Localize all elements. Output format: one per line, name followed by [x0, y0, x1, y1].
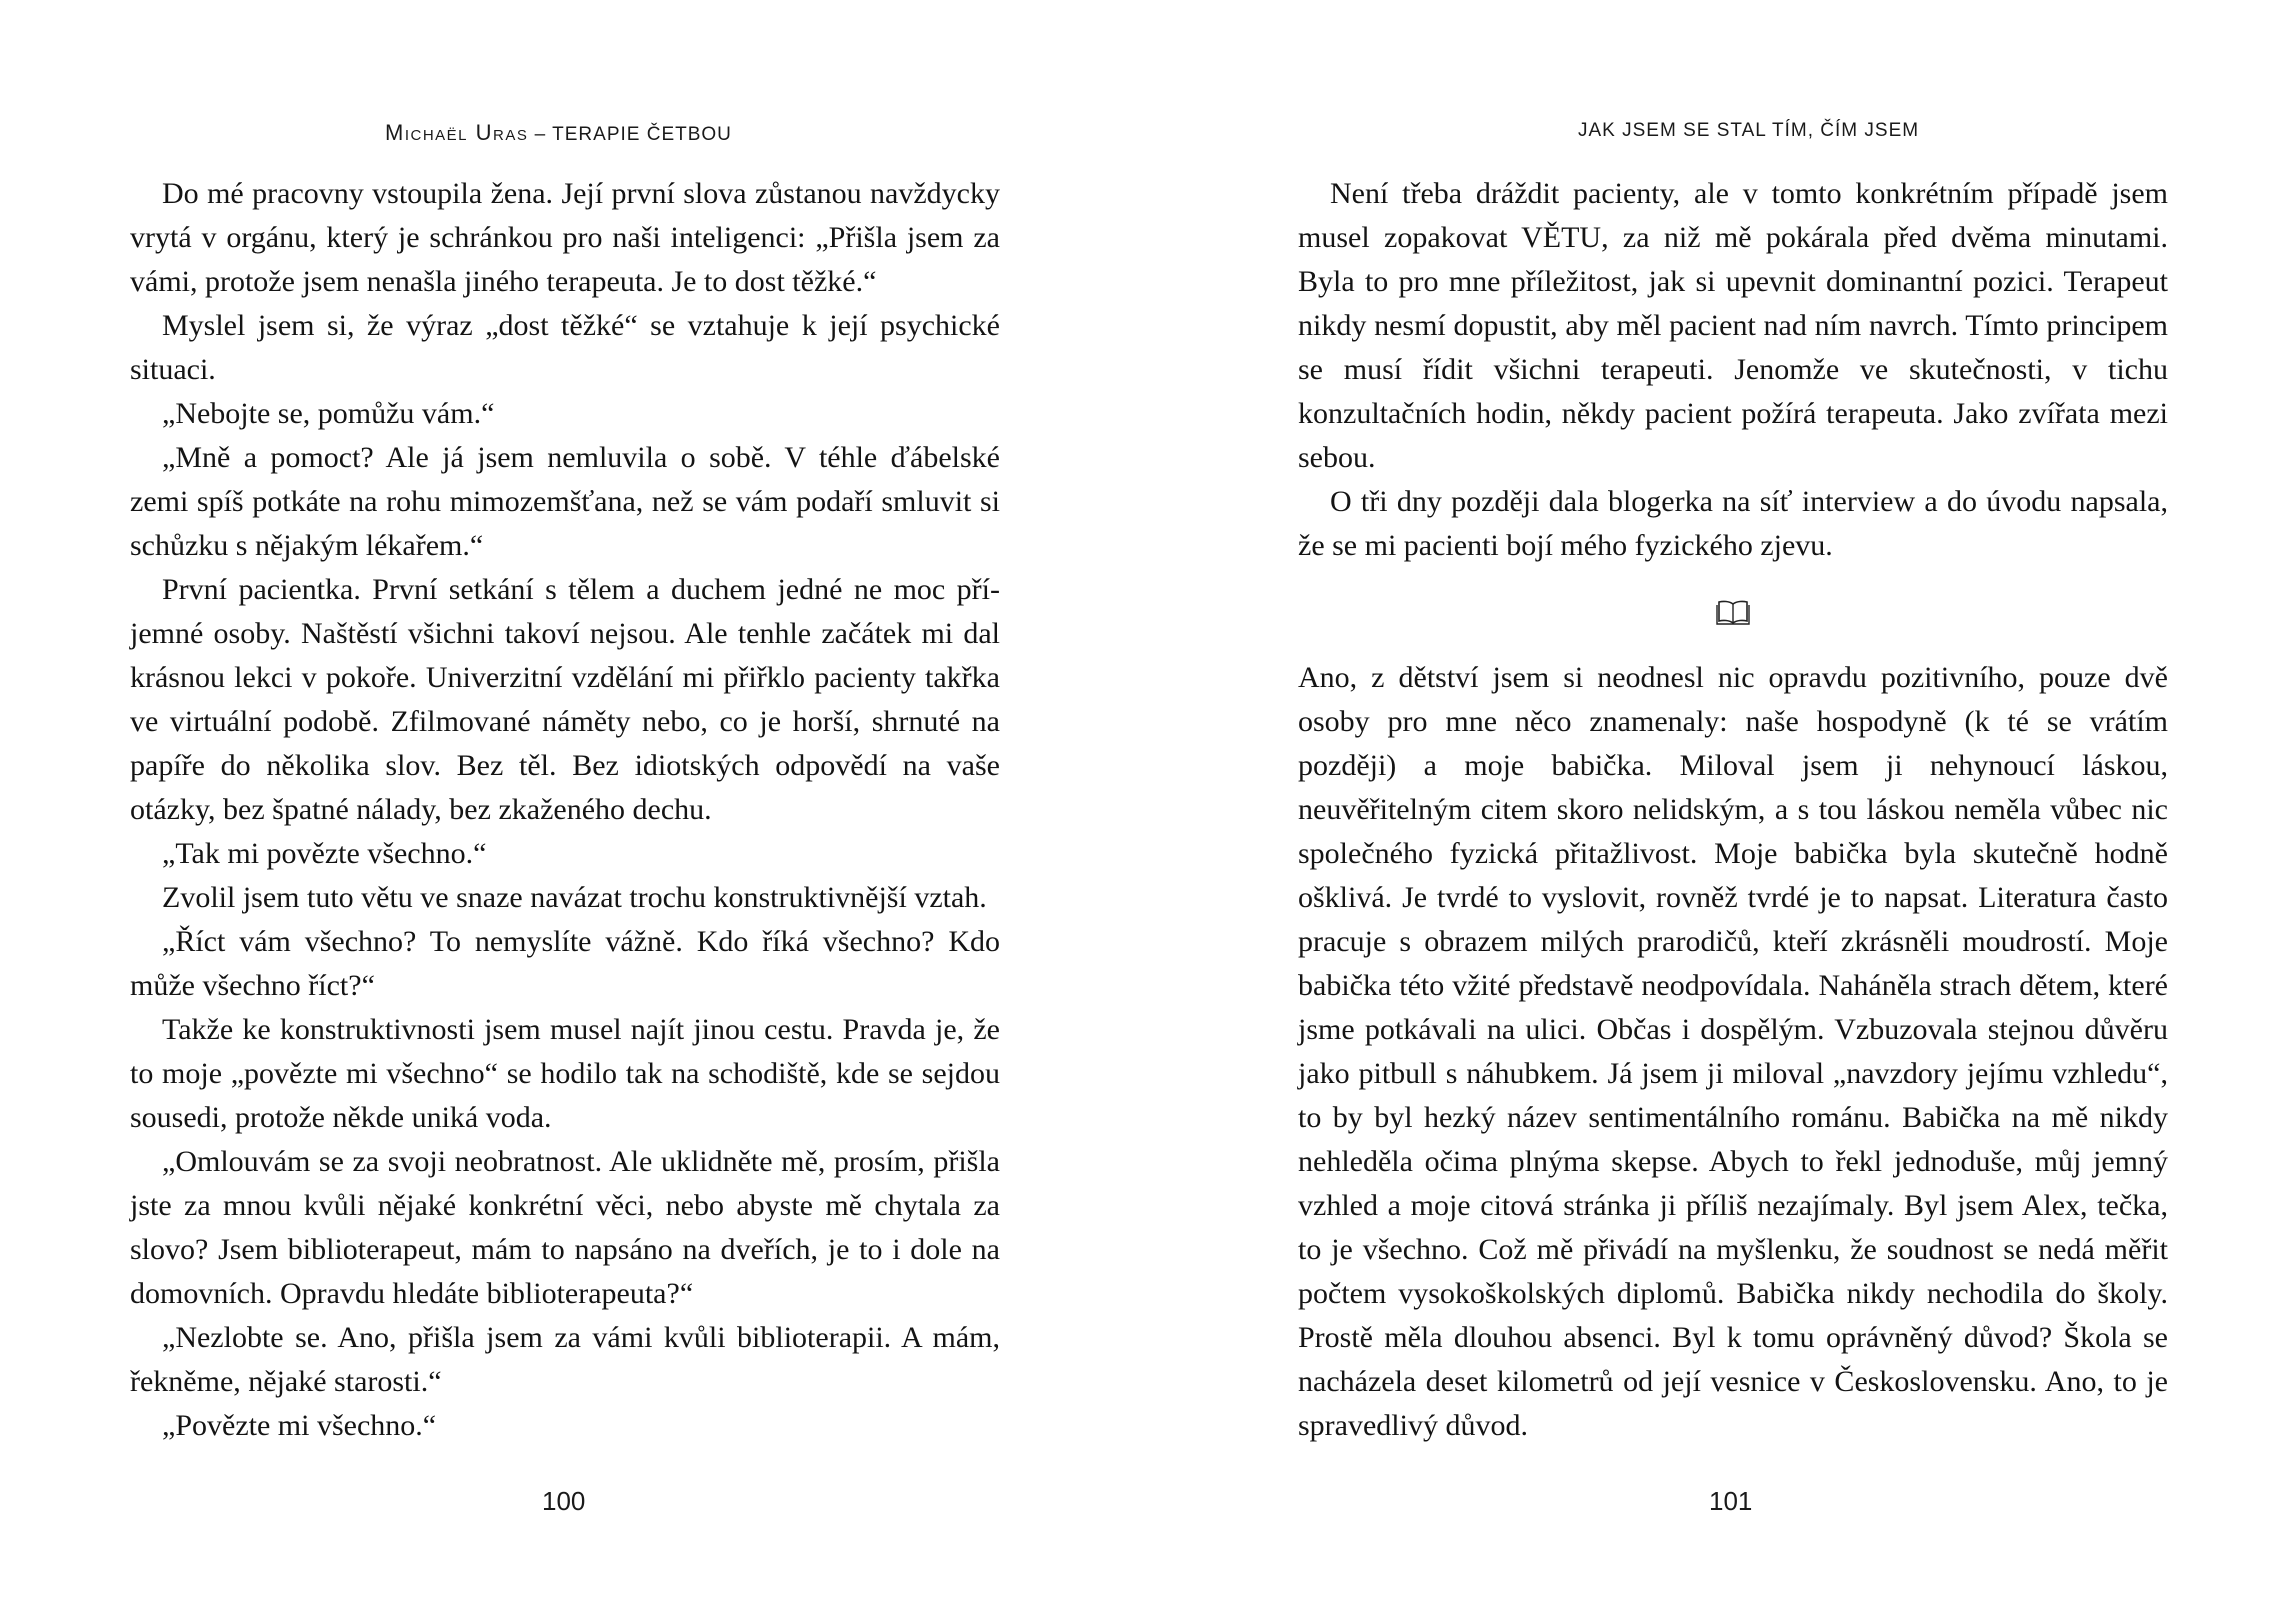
running-head-author: Michaël Uras	[385, 120, 529, 145]
open-book-icon	[1716, 599, 1750, 625]
running-head-separator: –	[528, 124, 553, 145]
paragraph: „Mně a pomoct? Ale já jsem nemluvila o sobě. V téhle ďábelské zemi spíš potkáte na rohu mimozemšťana, než se vám podaří smluvit si schůzku s nějakým lékařem.“	[130, 441, 1000, 562]
paragraph: Není třeba dráždit pacienty, ale v tomto konkrétním případě jsem musel zopakovat VĚTU, za niž mě pokárala před dvěma minutami. Byla to pro mne příležitost, jak si upevnit dominantní pozici. Terapeut nikdy nesmí dopustit, aby měl pacient nad ním navrch. Tímto principem se musí řídit všichni terapeuti. Jenomže ve skutečnosti, v tichu konzultačních hodin, někdy pacient požírá terapeuta. Jako zvířata mezi sebou.	[1298, 177, 2168, 474]
running-head-book-title: TERAPIE ČETBOU	[552, 124, 732, 145]
paragraph: „Povězte mi všechno.“	[162, 1409, 437, 1442]
running-head-right: JAK JSEM SE STAL TÍM, ČÍM JSEM	[1578, 120, 1920, 141]
section-break	[1298, 568, 2168, 656]
paragraph: „Říct vám všechno? To nemyslíte vážně. Kdo říká všechno? Kdo může všechno říct?“	[130, 925, 1000, 1002]
paragraph: Ano, z dětství jsem si neodnesl nic opravdu pozitivního, pouze dvě osoby pro mne něco znamenaly: naše hospodyně (k té se vrátím později) a moje babička. Miloval jsem ji nehynoucí láskou, neuvěřitelným citem skoro nelidským, a s tou láskou neměla vůbec nic společného fyzická přitažlivost. Moje babička byla skutečně hodně ošklivá. Je tvrdé to vyslovit, rovněž tvrdé je to napsat. Literatura často pracuje s obrazem milých prarodičů, kteří zkrásněli moudrostí. Moje babička této vžité představě neodpovídala. Naháněla strach dětem, které jsme potkávali na ulici. Občas i dospělým. Vzbuzovala stejnou důvěru jako pitbull s náhubkem. Já jsem ji miloval „navzdory jejímu vzhledu“, to by byl hezký název sentimentálního románu. Babička na mě nikdy nehleděla očima plnýma skepse. Abych to řekl jednoduše, můj jemný vzhled a moje citová stránka ji příliš nezajímaly. Byl jsem Alex, tečka, to je všechno. Což mě přivádí na myšlenku, že soudnost se nedá měřit počtem vysokoškolských diplomů. Babička nikdy nechodila do školy. Prostě měla dlouhou absenci. Byl k tomu oprávněný důvod? Škola se nacházela deset kilometrů od její vesnice v Československu. Ano, to je spravedlivý důvod.	[1298, 661, 2168, 1442]
right-page	[1142, 0, 2284, 1615]
paragraph: Myslel jsem si, že výraz „dost těžké“ se vztahuje k její psychické situaci.	[130, 309, 1000, 386]
paragraph: O tři dny později dala blogerka na síť interview a do úvodu napsala, že se mi pacienti bojí mého fyzického zjevu.	[1298, 485, 2168, 562]
paragraph: „Nebojte se, pomůžu vám.“	[162, 397, 495, 430]
paragraph: První pacientka. První setkání s tělem a duchem jedné ne moc příjemné osoby. Naštěstí všichni takoví nejsou. Ale tenhle začátek mi dal krásnou lekci v pokoře. Univerzitní vzdělání mi přiřklo pacienty takřka ve virtuální podobě. Zfilmované náměty nebo, co je horší, shrnuté na papíře do několika slov. Bez těl. Bez idiotských odpovědí na vaše otázky, bez špatné nálady, bez zkaženého dechu.	[130, 573, 1000, 826]
page-number: 101	[1709, 1486, 1753, 1516]
paragraph: „Nezlobte se. Ano, přišla jsem za vámi kvůli biblioterapii. A mám, řekněme, nějaké starosti.“	[130, 1321, 1000, 1398]
paragraph: Do mé pracovny vstoupila žena. Její první slova zůstanou navždycky vrytá v orgánu, který je schránkou pro naši inteligenci: „Přišla jsem za vámi, protože jsem nenašla jiného terapeuta. Je to dost těžké.“	[130, 177, 1000, 298]
paragraph: „Tak mi povězte všechno.“	[162, 837, 487, 870]
left-text-block	[130, 172, 1000, 1448]
paragraph: Takže ke konstruktivnosti jsem musel najít jinou cestu. Pravda je, že to moje „povězte mi všechno“ se hodilo tak na schodiště, kde se sejdou sousedi, protože někde uniká voda.	[130, 1013, 1000, 1134]
paragraph: „Omlouvám se za svoji neobratnost. Ale uklidněte mě, prosím, přišla jste za mnou kvůli nějaké konkrétní věci, nebo abyste mě chytala za slovo? Jsem biblioterapeut, mám to napsáno na dveřích, je to i dole na domovních. Opravdu hledáte biblioterapeuta?“	[130, 1145, 1000, 1310]
running-head-left	[385, 120, 732, 146]
right-text-block	[1298, 172, 2168, 1448]
paragraph: Zvolil jsem tuto větu ve snaze navázat trochu konstruktivnější vztah.	[162, 881, 987, 914]
page-number: 100	[542, 1486, 586, 1516]
